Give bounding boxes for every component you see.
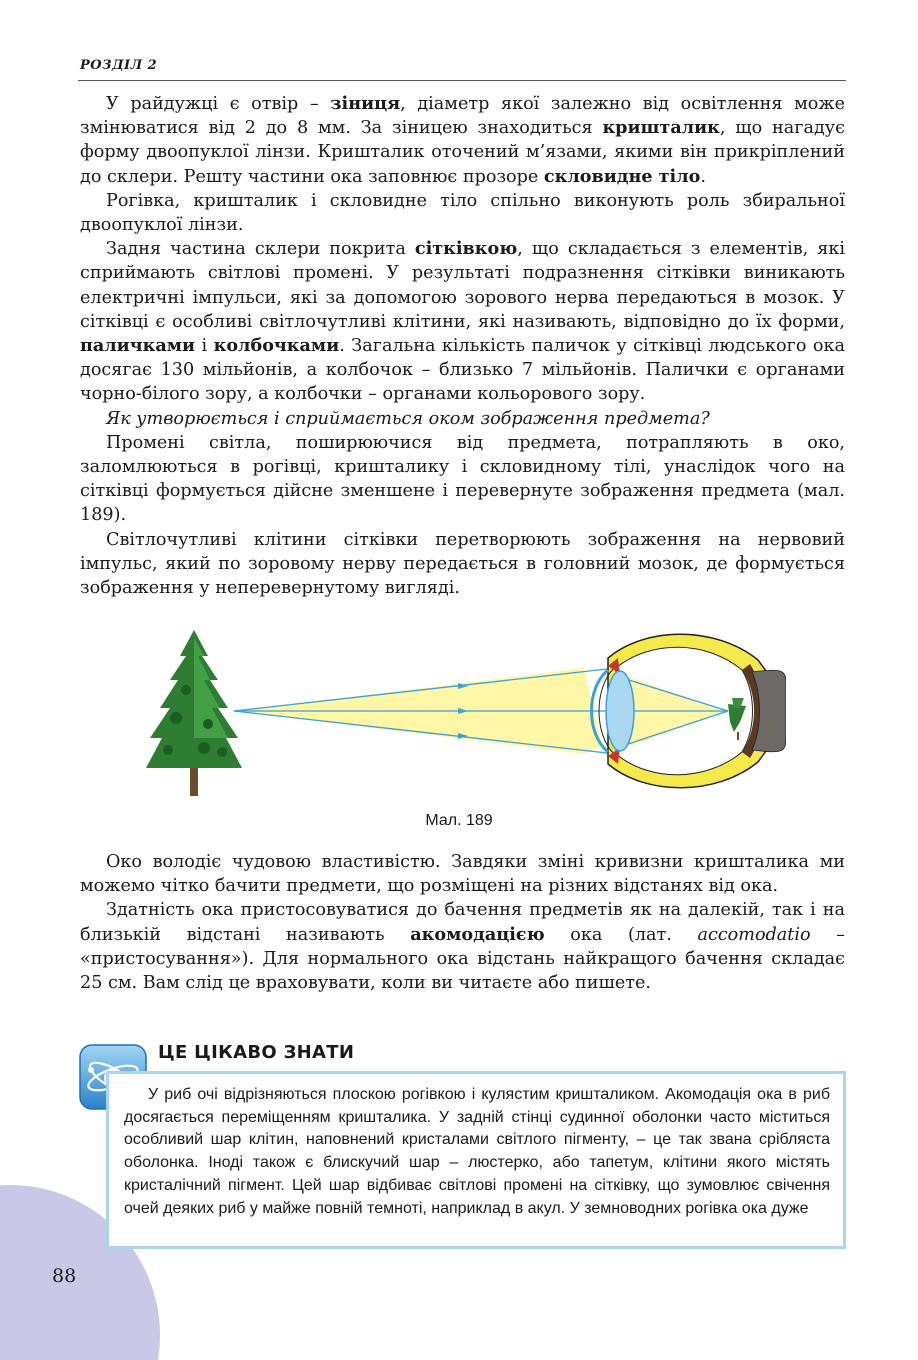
running-head: РОЗДІЛ 2 <box>80 58 158 73</box>
body-paragraph <box>80 237 845 406</box>
body-paragraph <box>80 92 845 189</box>
bold-term: кришталик <box>602 117 720 139</box>
text-run: Задня частина склери покрита <box>106 239 415 260</box>
body-paragraph <box>80 898 845 995</box>
text-run: – «пристосування»). Для нормального ока відстань найкращого бачення складає 25 см. Вам слід це враховувати, коли ви читаєте або пишете. <box>80 924 846 994</box>
bold-term: сітківкою <box>414 238 518 260</box>
eye-diagram <box>146 628 786 808</box>
text-run: Око володіє чудовою властивістю. Завдяки зміні кривизни кришталика ми можемо чітко бачити предмети, що розміщені на різних відстанях від ока. <box>80 852 845 897</box>
bold-term: паличками <box>80 335 196 357</box>
body-paragraph <box>80 189 845 237</box>
text-run: . Загальна кількість паличок у сітківці людського ока досягає 130 мільйонів, а колбочок – близько 7 мільйонів. Палички є органами чорно-білого зору, а колбочки – органами кольорового зору. <box>80 336 845 405</box>
body-paragraph <box>80 850 845 898</box>
bold-term: колбочками <box>213 335 340 357</box>
header-rule <box>78 80 846 81</box>
text-run: У райдужці є отвір – <box>106 94 331 114</box>
crystalline-lens <box>606 671 634 751</box>
text-run: Промені світла, поширюючися від предмета, потрапляють в око, заломлюються в рогівці, кришталику і скловидному тілі, унаслідок чого на сітківці формується дійсне зменшене і перевернуте зображення предмета (мал. 189). <box>80 432 845 526</box>
info-box-title: ЦЕ ЦІКАВО ЗНАТИ <box>158 1042 355 1063</box>
text-run: , що складається з елементів, які сприймають світлові промені. У результаті подразнення сітківки виникають електричні імпульси, які за допомогою зорового нерва передаються в мозок. У сітківці є особливі світлочутливі клітини, які називають, відповідно до їх форми, <box>80 239 845 332</box>
page-number: 88 <box>52 1265 77 1287</box>
body-paragraph <box>80 407 845 431</box>
body-text-bottom <box>80 850 845 995</box>
text-run: , що нагадує форму двоопуклої лінзи. Кришталик оточений м’язами, якими він прикріплений до склери. Решту частини ока заповнює прозоре <box>80 118 845 187</box>
text-run: . <box>700 166 706 187</box>
italic-text: Як утворюється і сприймається оком зображення предмета? <box>106 408 710 429</box>
text-run: Світлочутливі клітини сітківки перетворюють зображення на нервовий імпульс, який по зоровому нерву передається в головний мозок, де формується зображення у неперевернутому вигляді. <box>80 529 845 599</box>
tree-object <box>146 630 242 796</box>
info-box-text <box>124 1084 830 1220</box>
text-run: ока (лат. <box>544 924 698 945</box>
bold-term: акомодацією <box>410 923 545 945</box>
figure-caption: Мал. 189 <box>425 812 493 829</box>
text-run: , діаметр якої залежно від освітлення може змінюватися від 2 до 8 мм. За зіницею знаходиться <box>80 94 845 139</box>
bold-term: скловидне тіло <box>543 165 701 187</box>
bold-term: зіниця <box>330 93 401 114</box>
text-run: і <box>195 336 214 357</box>
body-text-top <box>80 92 845 600</box>
body-paragraph <box>80 431 845 528</box>
body-paragraph <box>80 528 845 601</box>
text-run: Рогівка, кришталик і скловидне тіло спільно виконують роль збиральної двоопуклої лінзи. <box>80 190 845 236</box>
text-run: Здатність ока пристосовуватися до бачення предметів як на далекій, так і на близькій відстані називають <box>80 900 845 945</box>
info-paragraph: У риб очі відрізняються плоскою рогівкою і кулястим кришталиком. Акомодація ока в риб досягається переміщенням кришталика. У задній стінці судинної оболонки часто міститься особливий шар клітин, наповнений кристалами світлого пігменту, – це так звана срібляста оболонка. Іноді також є блискучий шар – люстерко, або тапетум, клітини якого містять кристалічний пігмент. Цей шар відбиває світлові промені на сітківку, що зумовлює свічення очей деяких риб у майже повній темноті, наприклад в акул. У земноводних рогівка ока дуже <box>124 1086 830 1217</box>
italic-text: accomodatio <box>697 924 811 945</box>
